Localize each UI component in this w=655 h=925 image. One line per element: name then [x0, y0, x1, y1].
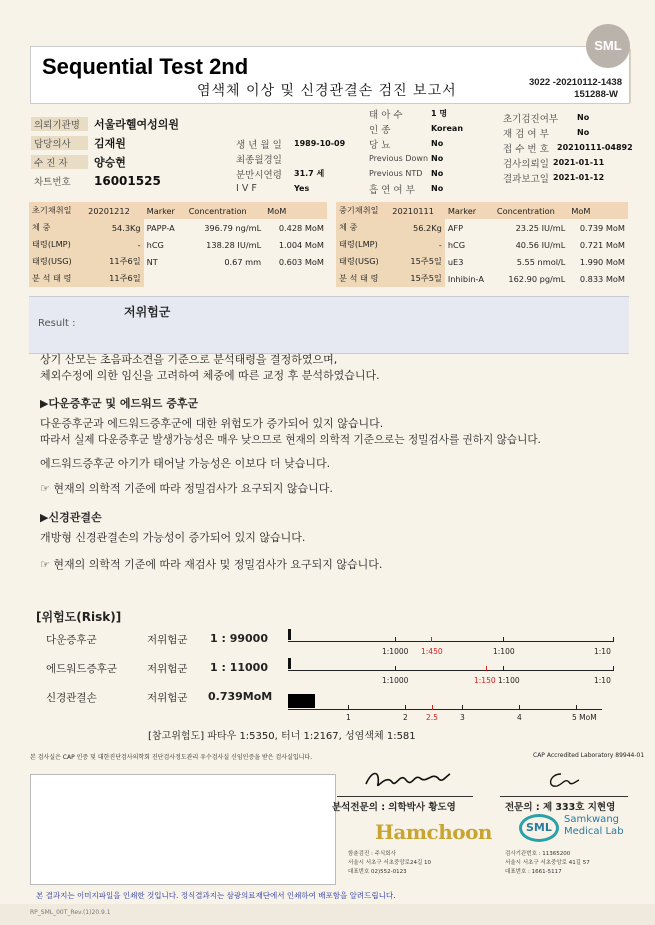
patient-info-mid [236, 136, 366, 196]
second-weight-value: 56.2Kg [389, 219, 445, 236]
ntd-tick-cutoff [432, 705, 433, 710]
result-label: Result : [38, 318, 76, 329]
second-col-marker: Marker [445, 202, 494, 219]
second-col-mom: MoM [568, 202, 628, 219]
first-marker-1: hCG [146, 239, 164, 250]
report-number: 3022 -20210112-1438 151288-W [529, 77, 622, 100]
sml-logo: SML [586, 24, 630, 68]
down-recommendation: ☞ 현재의 의학적 기준에 따라 정밀검사가 요구되지 않습니다. [40, 482, 333, 495]
edwards-tick-100 [503, 666, 504, 671]
second-marker-2: uE3 [447, 256, 464, 267]
edwards-line: 에드워드증후군 아기가 태어날 가능성은 이보다 더 낮습니다. [40, 457, 331, 470]
first-mom-1: 1.004 MoM [278, 239, 324, 250]
down-label-cutoff: 1:450 [421, 647, 443, 656]
first-trimester-table [29, 202, 327, 287]
second-lmp-value: - [389, 236, 445, 253]
second-usg-value: 15주5일 [389, 253, 445, 270]
down-heading: ▶다운증후군 및 에드워드 증후군 [40, 397, 199, 410]
ntd-recommendation: ☞ 현재의 의학적 기준에 따라 재검사 및 정밀검사가 요구되지 않습니다. [40, 558, 383, 571]
risk-value-down: 1 : 99000 [210, 632, 268, 645]
first-conc-0: 396.79 ng/mL [204, 222, 262, 233]
down-tick-10 [613, 637, 614, 642]
risk-level-down: 저위험군 [147, 634, 188, 646]
first-exam-label: 초기검진여부 [503, 113, 559, 125]
risk-value-edwards: 1 : 11000 [210, 661, 268, 674]
hospital-value: 서울라헬여성의원 [94, 117, 180, 131]
ntd-tick-1 [348, 705, 349, 710]
receipt-label: 접 수 번 호 [503, 143, 549, 155]
retest-label: 재 검 여 부 [503, 128, 549, 140]
first-col-conc: Concentration [186, 202, 264, 219]
prevntd-label: Previous NTD [369, 169, 423, 178]
second-lmp-label: 태령(LMP) [336, 236, 389, 253]
ntd-label-cutoff: 2.5 [426, 713, 438, 722]
first-marker-2: NT [146, 256, 158, 267]
chart-value: 16001525 [94, 173, 161, 188]
hospital-label: 의뢰기관명 [31, 117, 88, 131]
age-label: 분만시연령 [236, 169, 282, 181]
samkwang-brand: Samkwang Medical Lab [564, 814, 624, 837]
chart-label: 차트번호 [34, 176, 71, 188]
ntd-tick-2 [405, 705, 406, 710]
patient-info-far [503, 110, 643, 185]
footer-notice: 본 결과지는 이미지파일을 인쇄한 것입니다. 정식결과지는 삼광의료재단에서 인쇄하여 배포함을 알려드립니다. [36, 891, 396, 900]
fetus-label: 태 아 수 [369, 109, 403, 121]
risk-reference: [참고위험도] 파타우 1:5350, 터너 1:2167, 성염색체 1:581 [148, 731, 416, 742]
hamchoon-logo: Hamchoon [375, 820, 492, 844]
down-label-1000: 1:1000 [382, 647, 409, 656]
down-label-10: 1:10 [594, 647, 611, 656]
first-conc-1: 138.28 IU/mL [206, 239, 262, 250]
first-date-label: 초기채취일 [29, 202, 85, 219]
second-marker-1: hCG [447, 239, 466, 250]
ntd-tick-4 [519, 705, 520, 710]
second-mom-1: 0.721 MoM [579, 239, 625, 250]
first-analysis-value: 11주6일 [85, 270, 144, 287]
second-mom-3: 0.833 MoM [579, 273, 625, 284]
second-analysis-label: 분 석 태 령 [336, 270, 389, 287]
first-usg-label: 태령(USG) [29, 253, 85, 270]
patient-info-right [369, 106, 489, 196]
down-risk-scale [288, 629, 616, 659]
second-mom-2: 1.990 MoM [579, 256, 625, 267]
diabetes-label: 당 뇨 [369, 139, 391, 151]
sml-brand-mark: SML [526, 821, 552, 834]
down-line-2: 따라서 실제 다운증후군 발생가능성은 매우 낮으므로 현재의 의학적 기준으로는 정밀검사를 권하지 않습니다. [40, 434, 541, 446]
signer-right: 전문의 : 제 333호 지현영 [505, 802, 616, 813]
first-lmp-value: - [85, 236, 144, 253]
receipt-value: 20210111-04892 [557, 143, 633, 152]
second-mom-0: 0.739 MoM [579, 222, 625, 233]
ntd-tick-5 [576, 705, 577, 710]
down-risk-marker [288, 629, 291, 640]
ntd-label-4: 4 [517, 713, 522, 722]
edwards-tick-cutoff [486, 666, 487, 671]
result-box [29, 296, 629, 354]
first-lmp-label: 태령(LMP) [29, 236, 85, 253]
fetus-value: 1 명 [431, 109, 448, 118]
ntd-line-1: 개방형 신경관결손의 가능성이 증가되어 있지 않습니다. [40, 531, 306, 544]
samkwang-address: 검사기관번호 : 11365200 서울시 서초구 서초중앙로 41길 57 대표번호 : 1661-5117 [505, 851, 590, 875]
ivf-value: Yes [294, 184, 310, 193]
lmp-label: 최종월경일 [236, 154, 282, 166]
first-weight-value: 54.3Kg [85, 219, 144, 236]
edwards-label-100: 1:100 [498, 676, 520, 685]
ntd-risk-scale [288, 693, 618, 723]
risk-name-ntd: 신경관결손 [46, 692, 97, 704]
risk-level-edwards: 저위험군 [147, 663, 188, 675]
signature-right [543, 768, 583, 792]
first-mom-2: 0.603 MoM [278, 256, 324, 267]
race-value: Korean [431, 124, 464, 133]
risk-level-ntd: 저위험군 [147, 692, 188, 704]
age-value: 31.7 세 [294, 169, 325, 178]
ntd-mom-bar [288, 694, 315, 708]
prevdown-label: Previous Down [369, 154, 429, 163]
down-tick-cutoff [431, 637, 432, 642]
first-conc-2: 0.67 mm [224, 256, 262, 267]
signature-left [362, 764, 452, 794]
second-conc-2: 5.55 nmol/L [516, 256, 566, 267]
race-label: 인 종 [369, 124, 391, 136]
edwards-label-1000: 1:1000 [382, 676, 409, 685]
report-subtitle: 염색체 이상 및 신경관결손 검진 보고서 [197, 83, 457, 99]
ntd-label-5: 5 MoM [572, 713, 597, 722]
form-code: RP_SML_00T_Rev.(1)20.9.1 [30, 909, 111, 916]
second-weight-label: 체 중 [336, 219, 389, 236]
report-title: Sequential Test 2nd [42, 54, 249, 79]
second-date-value: 20210111 [389, 202, 445, 219]
report-date-label: 결과보고일 [503, 173, 549, 185]
first-col-mom: MoM [264, 202, 327, 219]
second-col-conc: Concentration [494, 202, 568, 219]
second-trimester-table [336, 202, 628, 287]
birth-label: 생 년 월 일 [236, 139, 282, 151]
intro-line-1: 상기 산모는 초음파소견을 기준으로 분석태령을 결정하였으며, [40, 353, 338, 366]
result-value: 저위험군 [124, 305, 171, 319]
edwards-label-10: 1:10 [594, 676, 611, 685]
report-date-value: 2021-01-12 [553, 173, 605, 182]
patient-info-left [31, 114, 231, 190]
diabetes-value: No [431, 139, 444, 148]
ntd-tick-3 [462, 705, 463, 710]
intro-line-2: 체외수정에 의한 임신을 고려하여 체중에 따른 교정 후 분석하였습니다. [40, 369, 380, 382]
ntd-scale-line [288, 709, 602, 710]
doctor-value: 김재원 [94, 136, 126, 150]
result-body [40, 352, 630, 573]
edwards-tick-1000 [395, 666, 396, 671]
first-date-value: 20201212 [85, 202, 144, 219]
second-conc-3: 162.90 pg/mL [508, 273, 566, 284]
down-scale-line [288, 641, 614, 642]
edwards-risk-marker [288, 658, 291, 669]
edwards-label-cutoff: 1:150 [474, 676, 496, 685]
signer-left: 분석전문의 : 의학박사 황도영 [332, 802, 456, 813]
second-conc-1: 40.56 IU/mL [515, 239, 566, 250]
examinee-label: 수 진 자 [31, 155, 88, 169]
first-usg-value: 11주6일 [85, 253, 144, 270]
risk-value-ntd: 0.739MoM [208, 690, 273, 703]
cert-left: 본 검사실은 CAP 인증 및 대한진단검사의학회 진단검사정도관리 우수검사실 신임인증을 받은 검사실입니다. [30, 754, 313, 761]
risk-name-down: 다운증후군 [46, 634, 97, 646]
retest-value: No [577, 128, 590, 137]
first-weight-label: 체 중 [29, 219, 85, 236]
ivf-label: I V F [236, 183, 257, 194]
second-date-label: 중기채취일 [336, 202, 389, 219]
first-exam-value: No [577, 113, 590, 122]
risk-heading: [위험도(Risk)] [36, 610, 122, 624]
ntd-label-2: 2 [403, 713, 408, 722]
examinee-value: 양승현 [94, 155, 126, 169]
request-date-label: 검사의뢰일 [503, 158, 549, 170]
second-conc-0: 23.25 IU/mL [515, 222, 566, 233]
second-marker-0: AFP [447, 222, 464, 233]
smoke-value: No [431, 184, 444, 193]
edwards-scale-line [288, 670, 614, 671]
signature-line-right [500, 796, 628, 797]
first-marker-0: PAPP-A [146, 222, 175, 233]
down-tick-1000 [395, 637, 396, 642]
risk-name-edwards: 에드워드증후군 [46, 663, 118, 675]
signature-line-left [337, 796, 473, 797]
first-col-marker: Marker [144, 202, 186, 219]
first-mom-0: 0.428 MoM [278, 222, 324, 233]
second-usg-label: 태령(USG) [336, 253, 389, 270]
birth-value: 1989-10-09 [294, 139, 346, 148]
doctor-label: 담당의사 [31, 136, 88, 150]
down-label-100: 1:100 [493, 647, 515, 656]
cert-right: CAP Accredited Laboratory 89944-01 [533, 752, 645, 759]
blank-box [30, 774, 336, 885]
ntd-label-3: 3 [460, 713, 465, 722]
second-analysis-value: 15주5일 [389, 270, 445, 287]
first-analysis-label: 분 석 태 령 [29, 270, 85, 287]
prevdown-value: No [431, 154, 444, 163]
second-marker-3: Inhibin-A [447, 273, 484, 284]
ntd-label-1: 1 [346, 713, 351, 722]
smoke-label: 흡 연 여 부 [369, 184, 415, 196]
down-tick-100 [503, 637, 504, 642]
ntd-heading: ▶신경관결손 [40, 511, 102, 524]
hamchoon-address: 함춘검진 : 주식회사 서울시 서초구 서초중앙로24길 10 대표번호 02)552-0123 [348, 851, 431, 875]
down-line-1: 다운증후군과 에드워드증후군에 대한 위험도가 증가되어 있지 않습니다. [40, 417, 384, 430]
edwards-tick-10 [613, 666, 614, 671]
prevntd-value: No [431, 169, 444, 178]
edwards-risk-scale [288, 658, 616, 688]
request-date-value: 2021-01-11 [553, 158, 605, 167]
